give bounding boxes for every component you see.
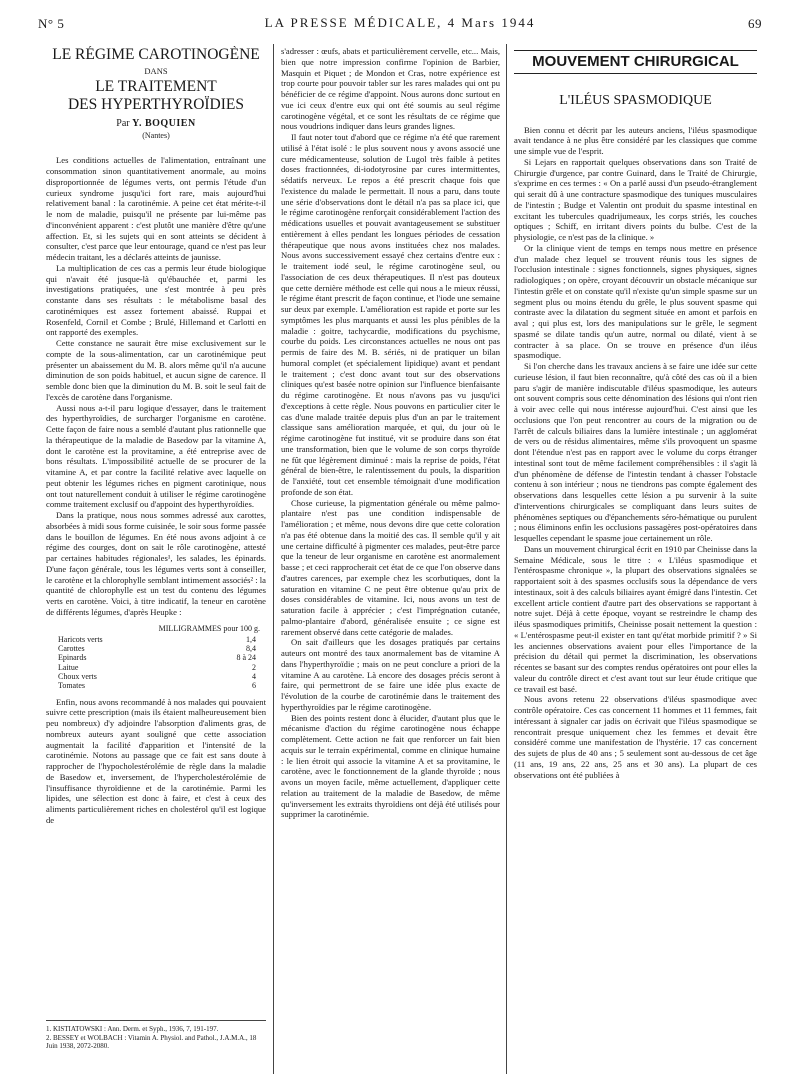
journal-date-line: LA PRESSE MÉDICALE, 4 Mars 1944 [264,15,536,30]
paragraph: Or la clinique vient de temps en temps nous mettre en présence d'un malade chez lequel se trouvent réunis tous les signes de l'occlusion intestinale : signes fonctionnels, signes physiques, signes radiologiques ; on opère, croyant découvrir un obstacle mécanique sur l'intestin grêle et on constate qu'il n'existe qu'un simple spasme sur un segment plus ou moins étendu du grêle, le plus souvent spasme qui contraste avec la dilatation du segment située en amont et parfois en aval ; qui plus est, lors des manipulations sur le grêle, le segment spasmé se dilate tandis qu'un autre, normal ou dilaté, vient à se contracter à sa place. On se trouve en présence d'un iléus spasmodique. [514,242,757,361]
issue-number: N° 5 [38,16,65,31]
column-rule-1 [273,44,274,1074]
paragraph: Chose curieuse, la pigmentation générale ou même palmo-plantaire n'est pas une condition indispensable de l'amélioration ; et même, nous devons dire que cette coloration n'a pas été obtenue dans la moitié des cas. Il semble qu'il y ait une certaine difficulté à pigmenter ces malades, peut-être parce que la teneur de leur organisme en carotène est anormalement basse ; et ceci rapprocherait cet état de ce que l'on observe dans d'autres carences, par exemple chez les scorbutiques, dont la saturation en vitamine C ne peut être obtenue qu'au prix de doses considérables de vitamine. Ici, nous avons un test de saturation facile à apprécier ; c'est l'imprégnation cutanée, palmo-plantaire d'abord, généralisée ensuite ; ce signe est rarement observé dans cette catégorie de malades. [281,497,500,637]
author-city: (Nantes) [142,130,170,140]
column-3 [514,46,757,1066]
paragraph: Aussi nous a-t-il paru logique d'essayer, dans le traitement des hyperthyroïdies, de surcharger l'organisme en carotène. Cette façon de faire nous a semblé d'autant plus rationnelle que la thérapeutique de la maladie de Basedow par la vitamine A, dont le carotène est la provitamine, a été entreprise avec de bons résultats. L'impossibilité actuelle de se procurer de la vitamine A, et par contre la facilité relative avec laquelle on peut obtenir les légumes riches en pigment carotinique, nous ont tout naturellement conduit à utiliser le régime carotinogène comme traitement exclusif ou d'appoint des hyperthyroïdies. [46,402,266,510]
table-row: Tomates 6 [58,681,256,691]
article-title-connector: DANS [144,66,168,76]
table-row: Choux verts 4 [58,671,256,681]
paragraph: Enfin, nous avons recommandé à nos malades qui pouvaient suivre cette prescription (mais ils étaient malheureusement bien peu nombreux) d'y adjoindre l'absorption d'aliments gras, de nombreux auteurs ayant souligné que cette association augmentait la facilité d'apparition et l'intensité de la carotinémie. Notons au passage que ce fait est sans doute à rapprocher de l'hypocholestérolémie de règle dans la maladie de Basedow et, inversement, de l'hypercholestérolémie de l'insuffisance thyroïdienne et de la carotinémie. Parmi les lipides, une sélection est donc à faire, et c'est à ceux des aliments particulièrement riches en cholestérol qu'il est logique de [46,696,266,825]
article-author [46,119,266,130]
paragraph: Bien des points restent donc à élucider, d'autant plus que le mécanisme d'action du régime carotinogène nous échappe complètement. Cette action ne fait que renforcer un fait bien acquis sur le terrain expérimental, comme en clinique humaine : le lien étroit qui associe la vitamine A et sa provitamine, le carotène, avec le fonctionnement de la glande thyroïde ; nous avons un moyen facile, même actuellement, d'appliquer cette relation au traitement de la maladie de Basedow, de même qu'inversement les extraits thyroïdiens ont déjà été utilisés pour supprimer la carotinémie. [281,712,500,820]
paragraph: s'adresser : œufs, abats et particulièrement cervelle, etc... Mais, bien que notre impression confirme l'opinion de Barbier, Masquin et Piquet ; de Mondon et Cras, notre expérience est trop courte pour pouvoir tabler sur les rares malades qui ont pu bénéficier de ce régime d'appoint. Nous aurons donc surtout en vue ici ceux d'entre eux qui ont été soumis au seul régime carotinogène végétal, et ce sont les résultats de ce régime que nous voudrions indiquer dans leurs grandes lignes. [281,46,500,132]
table-row: Laitue 2 [58,662,256,672]
paragraph: Si l'on cherche dans les travaux anciens à se faire une idée sur cette curieuse lésion, il faut bien reconnaître, qu'à côté des cas où il a bien paru s'agir de manière indiscutable d'iléus spasmodique, les auteurs ont souvent compris sous cette dénomination des lésions qui n'ont rien à voir avec celle qui nous intéresse aujourd'hui. C'est ainsi que les occlusions que l'on peut rencontrer au cours de la migration ou de l'arrêt de calculs biliaires dans la lumière intestinale ; un agglomérat de vers ou de résidus alimentaires, même s'ils provoquent un spasme dont l'étendue n'est pas en rapport avec le volume du corps étranger intestinal sont tout de même facilement compréhensibles : il s'agit là d'un phénomène de défense de l'intestin tendant à chasser l'obstacle contenu à son intérieur ; nous ne tiendrons pas compte également des observations dans lesquelles cette lésion a pu survenir à la suite d'interventions chirurgicales se compliquant dans leurs suites de phénomènes septiques ou d'épanchements séro-hématique ou purulent ; nous éliminons enfin les occlusions passagères post-opératoires dans lesquelles cependant le spasme joue certainement un rôle. [514,361,757,543]
article-title-mid: LE TRAITEMENT [95,77,217,95]
paragraph: Si Lejars en rapportait quelques observations dans son Traité de Chirurgie d'urgence, par contre Guinard, dans le Traité de Chirurgie, s'exprime en ces termes : « On a parlé aussi d'un pseudo-étranglement qui serait dû à une contracture spasmodique des tuniques musculaires de l'intestin ; Budge et Valentin ont produit du spasme intestinal en excitant les tubercules quadrijumeaux, les corps striés, les couches optiques ; Schiff, en irritant divers points du bulbe. C'est de la physiologie, ce n'est pas de la clinique. » [514,156,757,242]
article-title-top: LE RÉGIME CAROTINOGÈNE [52,46,260,63]
section-heading: MOUVEMENT CHIRURGICAL [514,50,757,74]
table-unit-label: MILLIGRAMMES pour 100 g. [158,623,260,633]
article-title-bottom: DES HYPERTHYROÏDIES [67,95,245,113]
footnote: 1. KISTIATOWSKI : Ann. Derm. et Syph., 1936, 7, 191-197. [46,1025,219,1033]
author-name: Y. BOQUIEN [132,117,196,129]
footnotes [46,1020,266,1051]
paragraph: Dans un mouvement chirurgical écrit en 1910 par Cheinisse dans la Semaine Médicale, sous le titre : « L'iléus spasmodique et l'entérospasme chronique », la plupart des observations signalées se rapportaient soit à des spasmes occlusifs sous la dépendance de vers intestinaux, soit à des calculs biliaires ayant émigré dans l'intestin. Cet excellent article contient d'autre part des observations se rapportant à notre sujet. Déjà à cette époque, voyant se restreindre le champ des iléus spasmodiques primitifs, Cheinisse posait nettement la question : « L'entérospasme peut-il exister en tant qu'état morbide primitif ? » Si les anciennes observations avaient pour elles l'importance de la précision du détail qui permet la discrimination, les observations récentes se basant sur des comptes rendus opératoires ont pour elles la valeur du contrôle direct et c'est avant tout sur leur étude critique que ce travail est basé. [514,543,757,694]
table-row: Epinards 8 à 24 [58,653,256,663]
carotene-table [46,624,266,691]
paragraph: Dans la pratique, nous nous sommes adressé aux carottes, absorbées à midi sous forme cuisinée, le soir sous forme passée dans le bouillon de légumes. En été nous avons adjoint à ce régime des courges, dont on sait le rôle carotinogène, attesté par certaines habitudes régionales¹, les salades, les épinards. D'une façon générale, tous les légumes verts sont à conseiller, le carotène et la chlorophylle semblant intimement associés² : la quantité de chlorophylle est un test du contenu des légumes verts en carotène. Voici, à titre indicatif, la teneur en carotène de différents légumes, d'après Heupke : [46,510,266,617]
table-row: Carottes 8,4 [58,644,256,654]
paragraph: Les conditions actuelles de l'alimentation, entraînant une consommation sinon quantitativement anormale, au moins disproportionnée de légumes verts, ont permis l'étude d'un curieux syndrome jusqu'ici fort rare, mais aujourd'hui relativement banal : la carotinémie. A peine cet état mérite-t-il le nom de maladie, puisqu'il ne présente par lui-même pas d'inconvénient apparent : c'est plutôt une manière d'être qu'une affection. Et, si les sujets qui en sont atteints se décident à consulter, c'est parce que leur entourage, quand ce n'est pas leur médecin traitant, les a déclarés atteints de jaunisse. [46,155,266,262]
column-rule-2 [506,44,507,1074]
paragraph: La multiplication de ces cas a permis leur étude biologique qui n'avait été jusque-là qu'ébauchée et, parmi les investigations pratiquées, une s'est montrée à peu près constante dans ses résultats : le métabolisme basal des carotinémiques est assez fortement abaissé. Ruppai et Rosenfeld, Cornil et Combe ; Brulé, Hillemand et Carlotti en ont rapporté des exemples. [46,262,266,338]
paragraph: On sait d'ailleurs que les dosages pratiqués par certains auteurs ont montré des taux anormalement bas de vitamine A dans l'hyperthyroïdie ; mais on ne peut conclure a priori de la vitamine A au carotène. Là encore des dosages précis seront à faire, qui permettront de se faire une idée plus exacte de l'évolution de la courbe de carotinémie dans le traitement des hyperthyroïdies par le régime carotinogène. [281,637,500,712]
column-1 [46,46,266,1046]
article-title: L'ILÉUS SPASMODIQUE [559,92,712,108]
paragraph: Cette constance ne saurait être mise exclusivement sur le compte de la sous-alimentation, car un carotinémique peut présenter un abaissement du M. B. alors même qu'il n'a aucune diminution de son poids habituel, et aucun signe de carence. Il semble donc bien que la diminution du M. B. soit le seul fait de l'excès de carotène dans l'organisme. [46,338,266,402]
page-number: 69 [748,16,762,31]
paragraph: Bien connu et décrit par les auteurs anciens, l'iléus spasmodique avait tendance à ne plus être considéré par les classiques que comme une simple vue de l'esprit. [514,124,757,156]
paragraph: Il faut noter tout d'abord que ce régime n'a été que rarement utilisé à l'état isolé : le plus souvent nous y avons associé une cure médicamenteuse, solution de Lugol très faible à petites doses fractionnées, di-iodotyrosine par cures intermittentes, sédatifs nerveux. Le repos a été prescrit chaque fois que l'existence du malade le permettait. Il nous a paru, dans toute une série d'observations dont le détail n'a pas sa place ici, que le régime carotinogène renforçait considérablement l'action des médications usuelles et pouvait avantageusement se substituer entièrement à elles pendant les longues périodes de cessation thérapeutique que nous avons instituées chez nos malades. Nous avons successivement essayé chez certains d'entre eux : le traitement iodé seul, le régime carotinogène seul, ou l'association de ces deux thérapeutiques. Il n'est pas douteux que cette dernière méthode est celle qui nous a le mieux réussi, le régime étant prescrit de façon continue, et l'iode une semaine sur deux par exemple. L'amélioration est rapide et porte sur les symptômes les plus marquants et aussi les plus pénibles de la maladie : goitre, tachycardie, modifications du psychisme, courbe du poids. Les circonstances actuelles ne nous ont pas permis de faire des M. B. sériés, ni de pratiquer un bilan humoral complet (et spécialement lipidique) avant et pendant le traitement ; c'est donc avant tout sur des observations cliniques qu'est basée notre opinion sur l'influence bienfaisante du régime carotinogène. Et nous n'avons pas vu jusqu'ici d'exceptions à cette règle. Nous pouvons en particulier citer le cas d'une malade traitée depuis plus d'un an par le traitement classique sans amélioration marquée, et qui, du jour où le régime carotinogène fut institué, vit se produire dans son état une transformation, bien que le volume de son corps thyroïde ne fût que légèrement diminué : mais la reprise de poids, l'état général de bien-être, le ralentissement du pouls, la disparition de l'anxiété, tout cet ensemble témoignait d'une modification profonde de son état. [281,132,500,497]
footnote: 2. BESSEY et WOLBACH : Vitamin A. Physiol. and Pathol., J.A.M.A., 18 Juin 1938, 2072-2080. [46,1033,257,1050]
page-header [36,14,764,36]
paragraph: Nous avons retenu 22 observations d'iléus spasmodique avec contrôle opératoire. Ces cas concernent 11 hommes et 11 femmes, fait intéressant à signaler car jadis on écrivait que l'iléus spasmodique se rencontrait presque uniquement chez les femmes et devait être considéré comme une manifestation de l'hystérie. 17 cas concernent des sujets de plus de 40 ans ; 5 seulement sont au-dessous de cet âge (11 ans, 19 ans, 22 ans, 25 ans et 30 ans). La plupart de ces observations ont été publiées à [514,694,757,780]
column-2 [281,46,500,1046]
author-prefix: Par [116,117,130,129]
table-row: Haricots verts 1,4 [58,634,256,644]
